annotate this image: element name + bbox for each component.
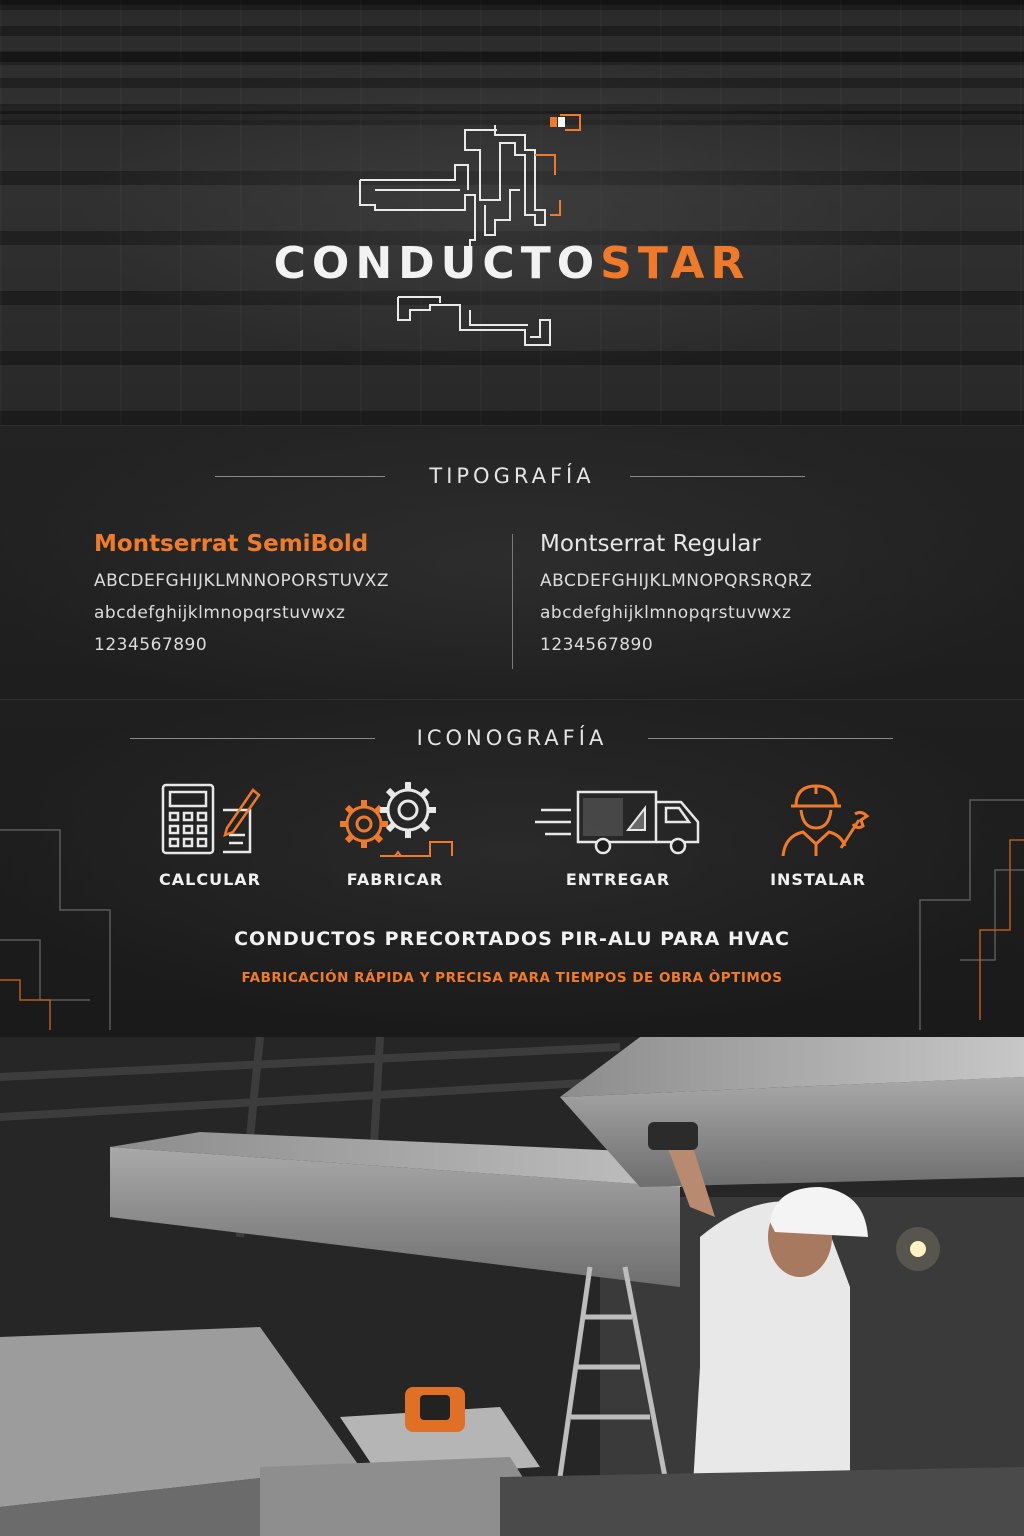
icon-item-calcular xyxy=(110,780,310,889)
digits-sample: 1234567890 xyxy=(94,635,208,655)
icon-label: ENTREGAR xyxy=(565,870,671,889)
lowercase-sample: abcdefghijklmnopqrstuvwxz xyxy=(540,603,792,623)
typography-heading: TIPOGRAFÍA xyxy=(429,464,595,488)
digits-sample: 1234567890 xyxy=(540,635,654,655)
iconography-heading: ICONOGRAFÍA xyxy=(416,726,608,750)
worker-installing-duct-image xyxy=(0,1037,1024,1536)
icon-item-fabricar xyxy=(295,780,495,889)
heading-rule-right xyxy=(630,476,805,477)
decorative-duct-lines-right xyxy=(900,780,1024,1030)
brand-name-accent: STAR xyxy=(600,238,751,289)
calculator-pencil-icon xyxy=(155,780,265,860)
font-specimen-regular xyxy=(540,529,812,661)
font-name-semibold: Montserrat SemiBold xyxy=(94,531,369,557)
gears-icon xyxy=(330,780,460,860)
heading-rule-right xyxy=(648,738,893,739)
column-divider xyxy=(512,534,513,669)
icon-label: CALCULAR xyxy=(159,870,261,889)
icon-item-entregar xyxy=(518,780,718,889)
ceiling-texture xyxy=(0,0,1024,120)
worker-wrench-icon xyxy=(763,780,873,860)
logo-hero xyxy=(0,0,1024,425)
uppercase-sample: ABCDEFGHIJKLMNOPQRSRQRZ xyxy=(540,571,813,591)
lowercase-sample: abcdefghijklmnopqrstuvwxz xyxy=(94,603,346,623)
font-name-regular: Montserrat Regular xyxy=(540,531,761,557)
icon-item-instalar xyxy=(718,780,918,889)
icon-label: INSTALAR xyxy=(770,870,866,889)
installation-photo xyxy=(0,1037,1024,1536)
brand-wordmark xyxy=(0,236,1024,292)
sub-tagline: FABRICACIÓN RÁPIDA Y PRECISA PARA TIEMPOS DE OBRA ÒPTIMOS xyxy=(241,970,783,986)
font-specimen-semibold xyxy=(94,529,389,661)
iconography-panel xyxy=(0,700,1024,1037)
brand-name-primary: CONDUCTO xyxy=(273,238,601,289)
icon-label: FABRICAR xyxy=(346,870,444,889)
decorative-duct-lines-left xyxy=(0,800,120,1030)
duct-network-logo-icon xyxy=(350,105,590,365)
typography-panel xyxy=(0,425,1024,700)
delivery-truck-icon xyxy=(533,780,703,860)
tagline: CONDUCTOS PRECORTADOS PIR-ALU PARA HVAC xyxy=(234,928,790,950)
uppercase-sample: ABCDEFGHIJKLMNNOPORSTUVXZ xyxy=(94,571,390,591)
